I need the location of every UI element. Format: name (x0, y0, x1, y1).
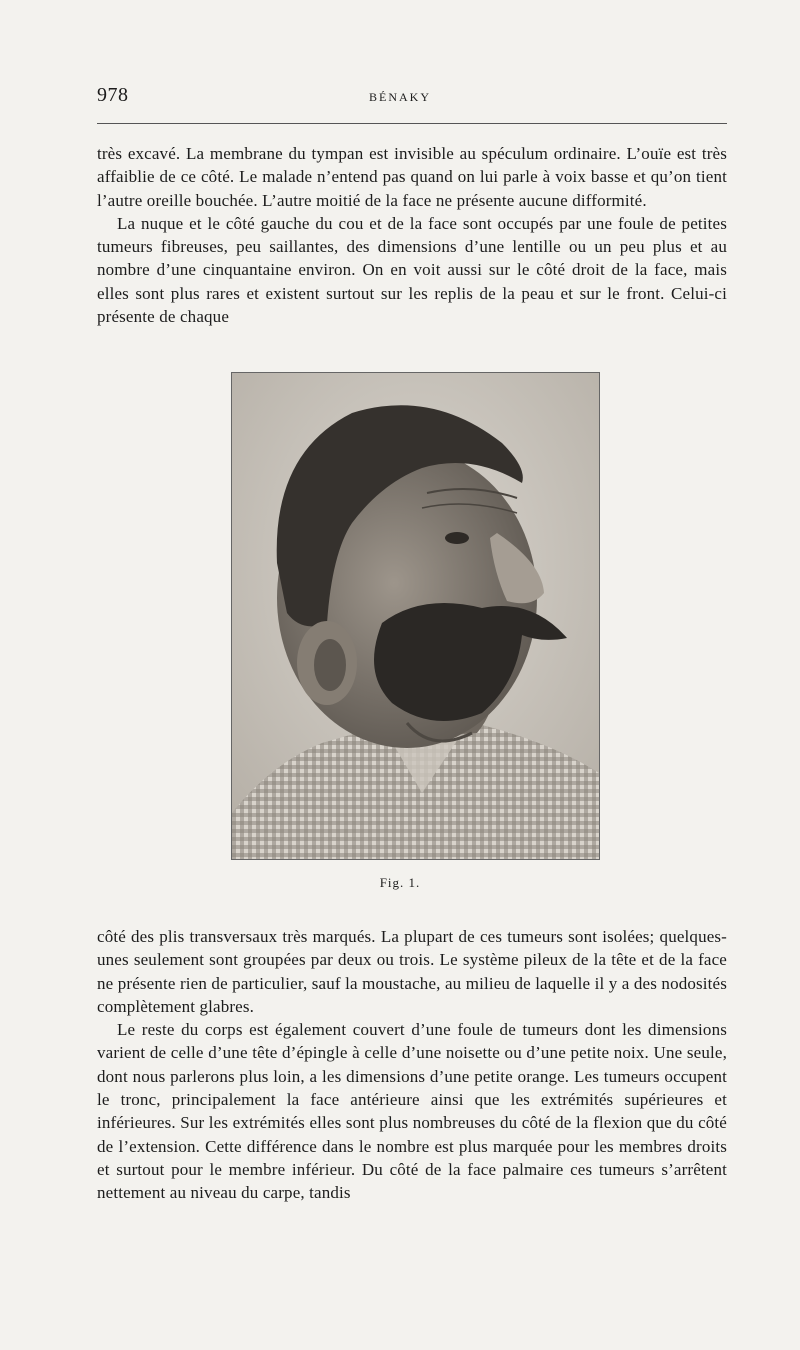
body-text-bottom (97, 925, 727, 1205)
portrait-photograph (231, 372, 600, 860)
eye (445, 532, 469, 544)
paragraph: Le reste du corps est également couvert d’une foule de tumeurs dont les dimensions varient de celle d’une tête d’épingle à celle d’une noisette ou d’une petite noix. Une seule, dont nous parlerons plus loin, a les dimensions d’une petite orange. Les tumeurs occupent le tronc, principalement la face antérieure ainsi que les extrémités supérieures et inférieures. Sur les extrémités elles sont plus nombreuses du côté de la flexion que du côté de l’extension. Cette différence dans le nombre est plus marquée pour les membres droits et surtout pour le membre inférieur. Du côté de la face palmaire ces tumeurs s’arrêtent nettement au niveau du carpe, tandis (97, 1020, 727, 1203)
body-text-top (97, 142, 727, 328)
paragraph: côté des plis transversaux très marqués. La plupart de ces tumeurs sont isolées; quelques-unes seulement sont groupées par deux ou trois. Le système pileux de la tête et de la face ne présente rien de particulier, sauf la moustache, au milieu de laquelle il y a des nodosités complètement glabres. (97, 927, 727, 1016)
page-number: 978 (97, 84, 129, 106)
paragraph: très excavé. La membrane du tympan est invisible au spéculum ordinaire. L’ouïe est très affaiblie de ce côté. Le malade n’entend pas quand on lui parle à voix basse et qu’on tient l’autre oreille bouchée. L’autre moitié de la face ne présente aucune difformité. (97, 144, 727, 210)
running-head: BÉNAKY (369, 90, 431, 104)
paragraph: La nuque et le côté gauche du cou et de la face sont occupés par une foule de petites tumeurs fibreuses, peu saillantes, des dimensions d’une lentille ou un peu plus et au nombre d’une cinquantaine environ. On en voit aussi sur le côté droit de la face, mais elles sont plus rares et existent surtout sur les replis de la peau et sur le front. Celui-ci présente de chaque (97, 213, 727, 327)
figure-caption: Fig. 1. (379, 875, 421, 890)
header-rule (97, 123, 727, 124)
